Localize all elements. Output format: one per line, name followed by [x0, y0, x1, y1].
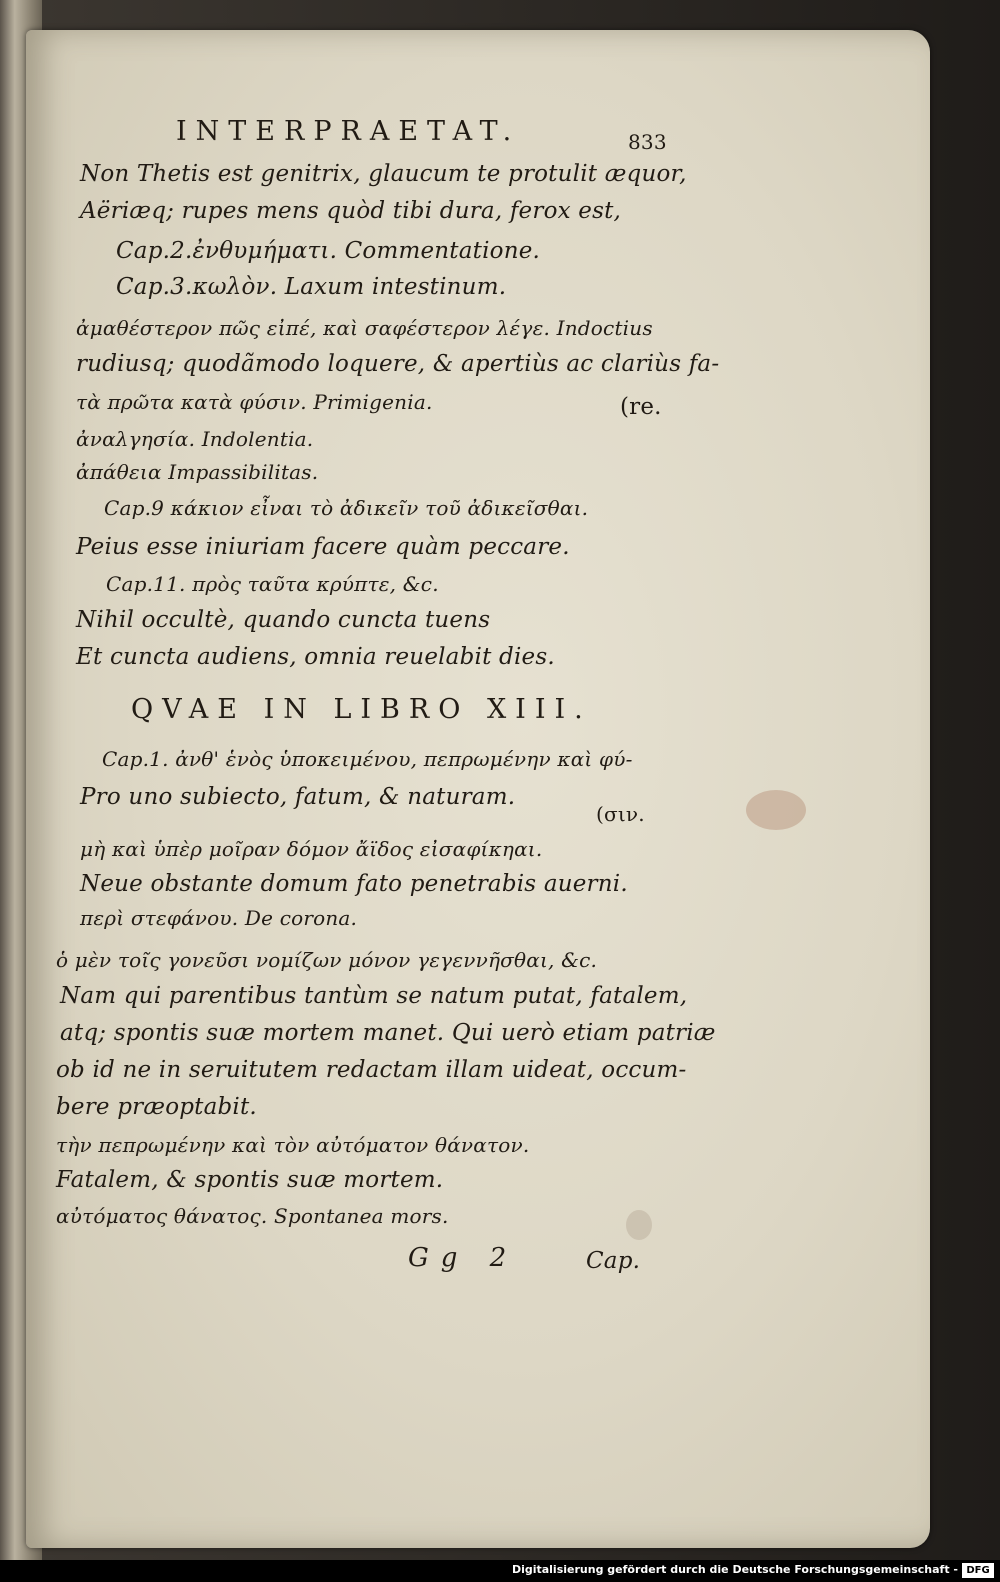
text-line: τὴν πεπρωμένην καὶ τὸν αὐτόματον θάνατον. [56, 1133, 530, 1157]
text-line: περὶ στεφάνου. De corona. [80, 906, 358, 930]
text-line: Neue obstante domum fato penetrabis auerni. [80, 871, 628, 897]
text-line: ob id ne in seruitutem redactam illam uideat, occum- [56, 1057, 687, 1083]
text-line: Cap.9 κάκιον εἶναι τὸ ἀδικεῖν τοῦ ἀδικεῖσθαι. [104, 496, 589, 520]
section-heading: QVAE IN LIBRO XIII. [131, 694, 592, 725]
text-line: Nihil occultè, quando cuncta tuens [76, 607, 491, 633]
funding-credit: Digitalisierung gefördert durch die Deutsche Forschungsgemeinschaft - [511, 1563, 958, 1576]
text-line: αὐτόματος θάνατος. Spontanea mors. [56, 1204, 449, 1228]
text-line: ἀπάθεια Impassibilitas. [76, 460, 319, 484]
text-line: Cap.3.κωλὸν. Laxum intestinum. [116, 274, 507, 300]
text-line: ἀναλγησία. Indolentia. [76, 427, 314, 451]
text-line: μὴ καὶ ὑπὲρ μοῖραν δόμον ἄϊδος εἰσαφίκηαι. [80, 837, 543, 861]
dfg-logo: DFG [962, 1563, 994, 1578]
text-line: Nam qui parentibus tantùm se natum putat, fatalem, [60, 983, 688, 1009]
text-line: rudiusq; quodãmodo loquere, & apertiùs ac clariùs fa- [76, 351, 720, 377]
text-line: τὰ πρῶτα κατὰ φύσιν. Primigenia. [76, 390, 433, 414]
text-line: Peius esse iniuriam facere quàm peccare. [76, 534, 570, 560]
signature-mark: Gg 2 [408, 1243, 519, 1273]
text-line: Cap.1. ἀνθ' ἑνὸς ὑποκειμένου, πεπρωμένην καὶ φύ- [102, 747, 633, 771]
text-line: Non Thetis est genitrix, glaucum te protulit æquor, [80, 161, 687, 187]
text-line: Fatalem, & spontis suæ mortem. [56, 1167, 444, 1193]
footer-bar [0, 1560, 1000, 1582]
catchword: Cap. [586, 1248, 641, 1274]
text-line: Cap.11. πρὸς ταῦτα κρύπτε, &c. [106, 572, 439, 596]
text-line: ἀμαθέστερον πῶς εἰπέ, καὶ σαφέστερον λέγε. Indoctius [76, 316, 653, 340]
text-line: bere præoptabit. [56, 1094, 257, 1120]
text-line: ὁ μὲν τοῖς γονεῦσι νομίζων μόνον γεγεννῆσθαι, &c. [56, 948, 598, 972]
text-line: Aëriæq; rupes mens quòd tibi dura, ferox est, [80, 198, 622, 224]
text-line: Et cuncta audiens, omnia reuelabit dies. [76, 644, 555, 670]
text-line: atq; spontis suæ mortem manet. Qui uerò etiam patriæ [60, 1020, 716, 1046]
paper-stain [626, 1210, 652, 1240]
text-line: Cap.2.ἐνθυμήματι. Commentatione. [116, 238, 541, 264]
margin-note: (re. [620, 394, 662, 420]
page-number: 833 [628, 130, 667, 154]
text-line: Pro uno subiecto, fatum, & naturam. [80, 784, 516, 810]
running-head: INTERPRAETAT. [176, 116, 521, 147]
margin-note: (σιν. [596, 802, 645, 826]
book-page [26, 30, 930, 1548]
paper-stain [746, 790, 806, 830]
